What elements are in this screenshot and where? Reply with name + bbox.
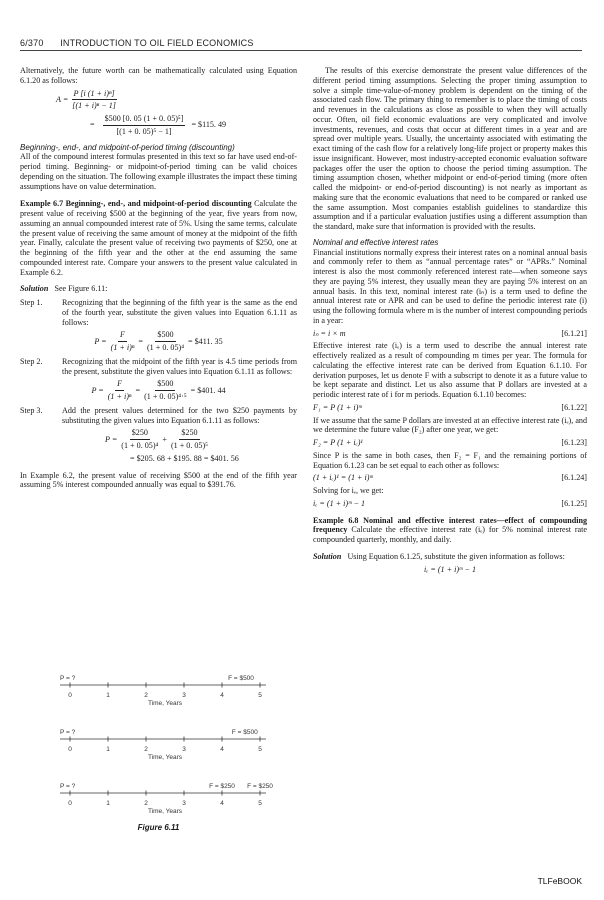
- fraction-denominator: (1 + 0. 05)⁴·⁵: [144, 392, 187, 401]
- plus-sign: +: [162, 434, 167, 444]
- equation-fraction: [169, 428, 210, 451]
- solution-line: [313, 552, 587, 562]
- example-text: Calculate the effective interest rate (iₑ) for 5% nominal interest rate compounded quarterly, monthly, and daily.: [313, 525, 587, 544]
- tick-label: 0: [68, 746, 72, 753]
- fraction-denominator: (1 + 0. 05)⁴: [146, 343, 185, 352]
- example-title: Example 6.8 Nominal and effective interest rates—effect of compounding frequency: [313, 515, 587, 535]
- step-text: Recognizing that the beginning of the fifth year is the same as the end of the fourth year, substitute the given values into Equation 6.1.11 as follows:: [62, 298, 297, 327]
- step-text: Recognizing that the midpoint of the fifth year is 4.5 time periods from the present, substitute the given values into Equation 6.1.11 as follows:: [62, 356, 297, 376]
- paragraph: Financial institutions normally express their interest rates on a nominal annual basis and commonly refer to them as “annual percentage rates” or “APRs.” Nominal interest is also the most commonly referenced interest rate—when someone says they are paying 5% interest, they usually mean they are paying 5% interest on an annual basis. In this text, nominal interest rate (iₙ) is a term used to define the annual interest rate or APR and can be used to define the periodic interest rate (i) using the following formula where m is the number of interest compounding periods in a year:: [313, 247, 587, 325]
- tick-label: 3: [182, 746, 186, 753]
- equation-fraction: [106, 379, 134, 402]
- paragraph: Solving for iₑ, we get:: [313, 486, 384, 495]
- fraction-numerator: F: [118, 330, 127, 342]
- equation-6-1-21: [313, 329, 587, 339]
- left-column: [20, 66, 297, 490]
- paragraph: All of the compound interest formulas presented in this text so far have used end-of-period timing. Beginning- or midpoint-of-period timing can be valid choices depending on the situation. The following example illustrates the impact these timing assumptions have on value determination.: [20, 152, 297, 191]
- paragraph: In Example 6.2, the present value of receiving $500 at the end of the fifth year assuming 5% interest compounded annually was equal to $391.76.: [20, 470, 297, 490]
- present-value-label: P = ?: [60, 783, 76, 790]
- fraction-numerator: $250: [130, 428, 150, 440]
- equation-step-2: [20, 379, 297, 402]
- equation-step-3-result: [20, 454, 297, 464]
- tick-label: 5: [258, 800, 262, 807]
- fraction-numerator: $500: [155, 379, 175, 391]
- tick-label: 3: [182, 692, 186, 699]
- future-value-label: F = $500: [228, 675, 254, 682]
- equation-a: [20, 89, 297, 112]
- equation-fraction: [119, 428, 160, 451]
- tick-label: 3: [182, 800, 186, 807]
- tick-label: 2: [144, 800, 148, 807]
- axis-label: Time, Years: [147, 700, 183, 707]
- equation-fraction: [142, 379, 189, 402]
- fraction-numerator: F: [115, 379, 124, 391]
- example-title: Example 6.7 Beginning-, end-, and midpoint-of-period discounting: [20, 199, 252, 209]
- fraction-denominator: (1 + i)ⁿ: [107, 392, 132, 401]
- tick-label: 4: [220, 800, 224, 807]
- header-rule: [20, 50, 582, 51]
- tick-label: 1: [106, 746, 110, 753]
- section-heading: Nominal and effective interest rates: [313, 237, 439, 247]
- step-3: [20, 406, 297, 426]
- fraction-denominator: [(1 + 0. 05)⁵ − 1]: [116, 126, 172, 136]
- equation-fraction: [109, 330, 137, 353]
- figure-caption: Figure 6.11: [137, 823, 180, 832]
- equation-6-1-23: [313, 438, 587, 448]
- fraction-denominator: (1 + 0. 05)⁴: [121, 441, 159, 450]
- tick-label: 4: [220, 746, 224, 753]
- equation-final: [313, 565, 587, 575]
- equation-lhs: P =: [94, 336, 107, 346]
- axis-label: Time, Years: [147, 754, 183, 761]
- equation: (1 + iₑ)¹ = (1 + i)ᵐ: [313, 473, 373, 483]
- future-value-label: F = $500: [231, 729, 258, 736]
- equation-result: = $411. 35: [188, 336, 223, 346]
- figure-6-11: [20, 660, 310, 840]
- paragraph: Since P is the same in both cases, then F₂ = F₁ and the remaining portions of Equation 6.1.23 can be set equal to each other as follows:: [313, 450, 587, 470]
- equation-lhs: A =: [56, 94, 69, 104]
- present-value-label: P = ?: [60, 729, 76, 736]
- paragraph: If we assume that the same P dollars are invested at an effective interest rate (iₑ), and we determine the future value (F₂) after one year, we get:: [313, 415, 587, 435]
- solution-label: Solution: [20, 284, 49, 294]
- present-value-label: P = ?: [60, 675, 76, 682]
- header-title: INTRODUCTION TO OIL FIELD ECONOMICS: [60, 38, 254, 48]
- paragraph: Effective interest rate (iₑ) is a term used to describe the annual interest rate effectively realized as a result of compounding m times per year. The formula for calculating the effective interest rate can be derived from Equation 6.1.10. For derivation purposes, let us denote F with a subscript to denote it as a future value to be kept separate and distinct. Let us also assume that P dollars are invested at a periodic interest rate of i for m periods. Equation 6.1.10 becomes:: [313, 341, 587, 399]
- equation-number: [6.1.24]: [561, 473, 587, 483]
- step-label: Step 3.: [20, 405, 43, 415]
- equation: iₑ = (1 + i)ᵐ − 1: [423, 564, 476, 574]
- solution-text: Using Equation 6.1.25, substitute the given information as follows:: [347, 551, 565, 561]
- tick-label: 1: [106, 692, 110, 699]
- equation-result: = $205. 68 + $195. 88 = $401. 56: [130, 453, 239, 463]
- equation-number: [6.1.21]: [561, 328, 587, 338]
- equation-fraction: [103, 114, 186, 137]
- axis-label: Time, Years: [147, 808, 183, 815]
- equation-result: = $115. 49: [191, 120, 227, 130]
- paragraph: The results of this exercise demonstrate the present value differences of the different period timing assumptions. Selecting the proper timing assumption to solve a simple time-value-of-money problem is dependent on the timing of the associated cash flow. The primary thing to remember is to place the timing of costs and revenues in the calculations as close as possible to when they will actually occur. Often, oil field economic evaluations are very complicated and involve investments, revenues, and costs that occur at different times in a year and are spread over multiple years. Usually, the uncertainty associated with estimating the exact timing of the cash flow for a relatively long-life project or property makes this issue insignificant. However, most industry-accepted economic evaluation software packages offer the user the option to choose the period timing assumption. The timing assumption chosen, whether midpoint or end-of-period timing (more often called the midpoint- or end-of-period discounting) is not nearly as important as making sure that the economic evaluations that need to be compared or ranked use the same assumption. Most companies establish guidelines to standardize this assumption and if a particular evaluation justifies using a different assumption than the standard, make sure that information is provided with the results.: [313, 66, 587, 231]
- equation-number: [6.1.22]: [561, 402, 587, 412]
- equation-step-1: [20, 330, 297, 353]
- footer-watermark: TLFeBOOK: [537, 876, 582, 886]
- tick-label: 1: [106, 800, 110, 807]
- fraction-numerator: P [i (1 + i)ⁿ]: [72, 89, 117, 101]
- equation-number: [6.1.25]: [561, 498, 587, 508]
- running-header: [20, 38, 254, 48]
- equation-step-3: [20, 428, 297, 451]
- equation-number: [6.1.23]: [561, 438, 587, 447]
- fraction-denominator: [(1 + i)ⁿ − 1]: [72, 101, 116, 111]
- example-text: Calculate the present value of receiving $500 at the beginning of the year, five years from now, assuming an annual compounded interest rate of 5%. Using the same terms, calculate the present value of receiving the same amount of money at the midpoint of the fifth year. Finally, calculate the present value of receiving two payments of $250, one at the beginning of the fifth year and the other at the end assuming the same compounded interest rate. Compare your answers to the present value calculated in Example 6.2.: [20, 199, 297, 277]
- section-heading: Beginning-, end-, and midpoint-of-period timing (discounting): [20, 142, 235, 152]
- fraction-denominator: (1 + i)ⁿ: [110, 343, 135, 352]
- equation: F₁ = P (1 + i)ᵐ: [313, 402, 362, 412]
- tick-label: 4: [220, 692, 224, 699]
- equation: iₑ = (1 + i)ᵐ − 1: [313, 498, 366, 508]
- equation-a-value: [20, 114, 297, 137]
- equals-sign: =: [138, 336, 143, 346]
- fraction-denominator: (1 + 0. 05)⁵: [170, 441, 208, 450]
- fraction-numerator: $500: [155, 330, 175, 342]
- solution-text: See Figure 6.11:: [54, 284, 108, 294]
- tick-label: 5: [258, 746, 262, 753]
- equation: F₂ = P (1 + iₑ)¹: [313, 438, 363, 447]
- equation-lhs: P =: [105, 434, 118, 444]
- solution-line: [20, 284, 297, 294]
- equation-6-1-22: [313, 403, 587, 413]
- equation-6-1-24: [313, 473, 587, 483]
- equation-lhs: P =: [91, 385, 104, 395]
- tick-label: 2: [144, 746, 148, 753]
- equation-6-1-25: [313, 499, 587, 509]
- example-6-7: [20, 199, 297, 277]
- fraction-numerator: $500 [0. 05 (1 + 0. 05)⁵]: [103, 114, 186, 126]
- tick-label: 0: [68, 692, 72, 699]
- equation-fraction: [70, 89, 118, 112]
- tick-label: 2: [144, 692, 148, 699]
- future-value-label: F = $250: [247, 783, 273, 790]
- equals-sign: =: [90, 120, 95, 130]
- tick-label: 0: [68, 800, 72, 807]
- step-text: Add the present values determined for the two $250 payments by substituting the given values into Equation 6.1.11 as follows:: [62, 405, 297, 425]
- fraction-numerator: $250: [179, 428, 199, 440]
- step-2: [20, 357, 297, 377]
- equation: iₙ = i × m: [313, 328, 346, 338]
- step-1: [20, 298, 297, 327]
- equation-result: = $401. 44: [190, 385, 226, 395]
- paragraph: Alternatively, the future worth can be mathematically calculated using Equation 6.1.20 as follows:: [20, 66, 297, 85]
- equation-fraction: [145, 330, 186, 353]
- right-column: [313, 66, 587, 577]
- future-value-label: F = $250: [209, 783, 235, 790]
- solution-label: Solution: [313, 551, 342, 561]
- step-label: Step 1.: [20, 298, 43, 307]
- step-label: Step 2.: [20, 356, 43, 366]
- example-6-8: [313, 516, 587, 545]
- equals-sign: =: [135, 385, 141, 395]
- tick-label: 5: [258, 692, 262, 699]
- page-number: 6/370: [20, 38, 44, 48]
